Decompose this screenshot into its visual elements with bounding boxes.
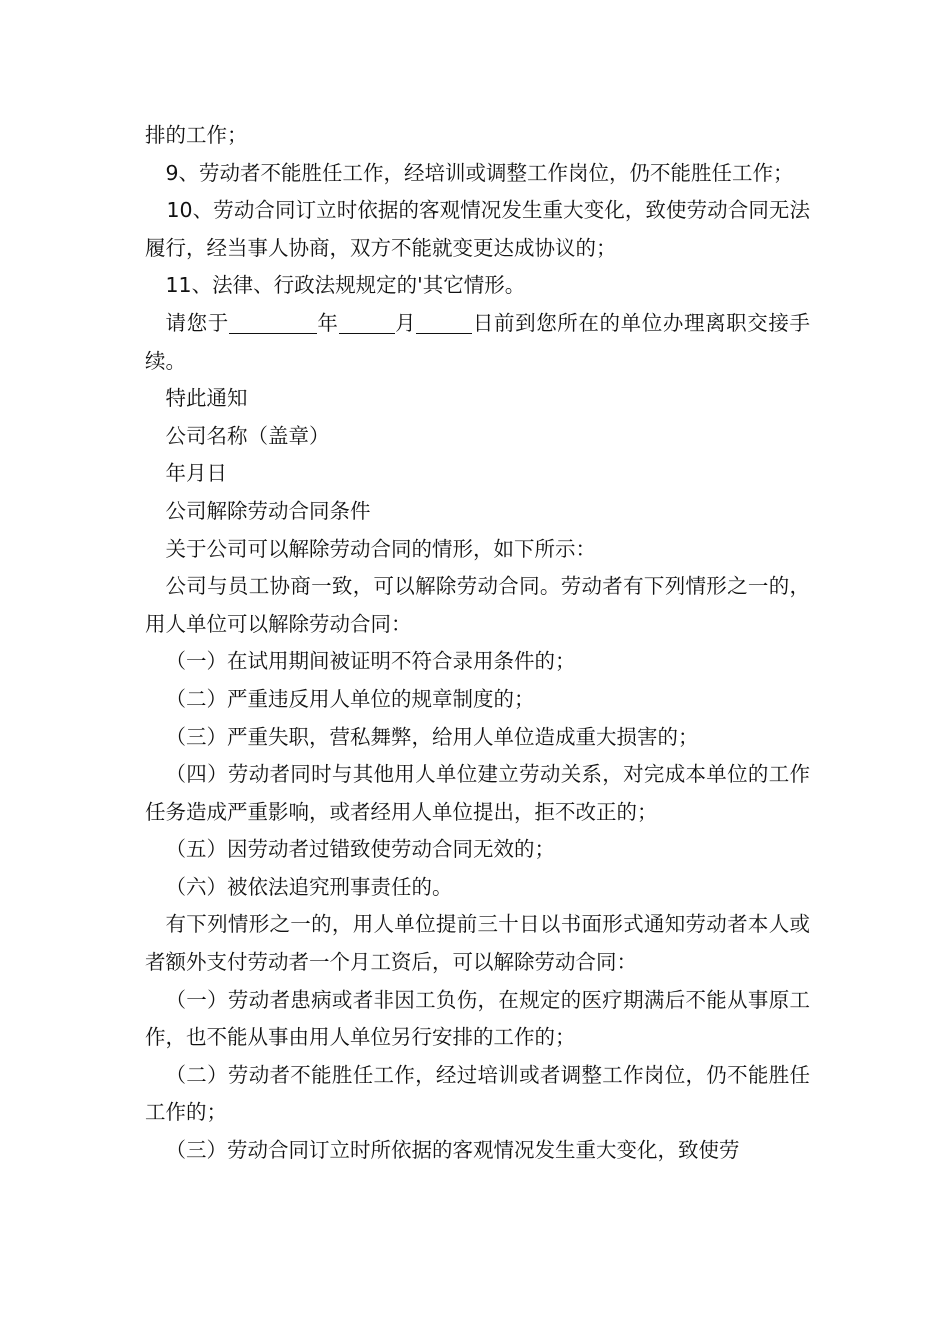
deadline-prefix: 请您于 [165,310,229,335]
day-blank [416,311,472,334]
list-item: （三）劳动合同订立时所依据的客观情况发生重大变化，致使劳 [165,1138,740,1163]
paragraph-continuation: 排的工作； [145,123,248,147]
list-item: （二）严重违反用人单位的规章制度的； [165,686,535,711]
list-item: （一）在试用期间被证明不符合录用条件的； [165,649,576,674]
deadline-month-label: 月 [394,310,417,335]
section-title: 公司解除劳动合同条件 [165,498,371,523]
clause-mutual-agreement: 公司与员工协商一致，可以解除劳动合同。劳动者有下列情形之一的，用人单位可以解除劳动合同： [145,574,810,636]
deadline-paragraph [145,305,810,380]
paragraph-item-10: 10、劳动合同订立时依据的客观情况发生重大变化，致使劳动合同无法履行，经当事人协商，双方不能就变更达成协议的； [145,198,810,260]
date-line: 年月日 [165,461,227,486]
paragraph-item-9: 9、劳动者不能胜任工作，经培训或调整工作岗位，仍不能胜任工作； [165,160,794,185]
document-body [145,117,810,1170]
deadline-day-suffix: 日前到您所在的单位办理离职交接手续。 [145,310,811,373]
list-item: （六）被依法追究刑事责任的。 [165,874,453,899]
month-blank [339,311,395,334]
deadline-year-label: 年 [316,310,339,335]
year-blank [229,311,317,334]
list-item: （五）因劳动者过错致使劳动合同无效的； [165,837,555,862]
intro-paragraph: 关于公司可以解除劳动合同的情形，如下所示： [165,536,596,561]
notice-line: 特此通知 [165,386,248,411]
clause-notice-termination: 有下列情形之一的，用人单位提前三十日以书面形式通知劳动者本人或者额外支付劳动者一个月工资后，可以解除劳动合同： [145,912,810,975]
list-item: （三）严重失职，营私舞弊，给用人单位造成重大损害的； [165,724,699,749]
list-item: （一）劳动者患病或者非因工负伤，在规定的医疗期满后不能从事原工作，也不能从事由用人单位另行安排的工作的； [145,987,810,1050]
company-seal-line: 公司名称（盖章） [165,423,330,448]
list-item: （二）劳动者不能胜任工作，经过培训或者调整工作岗位，仍不能胜任工作的； [145,1062,810,1125]
list-item: （四）劳动者同时与其他用人单位建立劳动关系，对完成本单位的工作任务造成严重影响，或者经用人单位提出，拒不改正的； [145,762,810,824]
paragraph-item-11: 11、法律、行政法规规定的'其它情形。 [165,273,526,298]
